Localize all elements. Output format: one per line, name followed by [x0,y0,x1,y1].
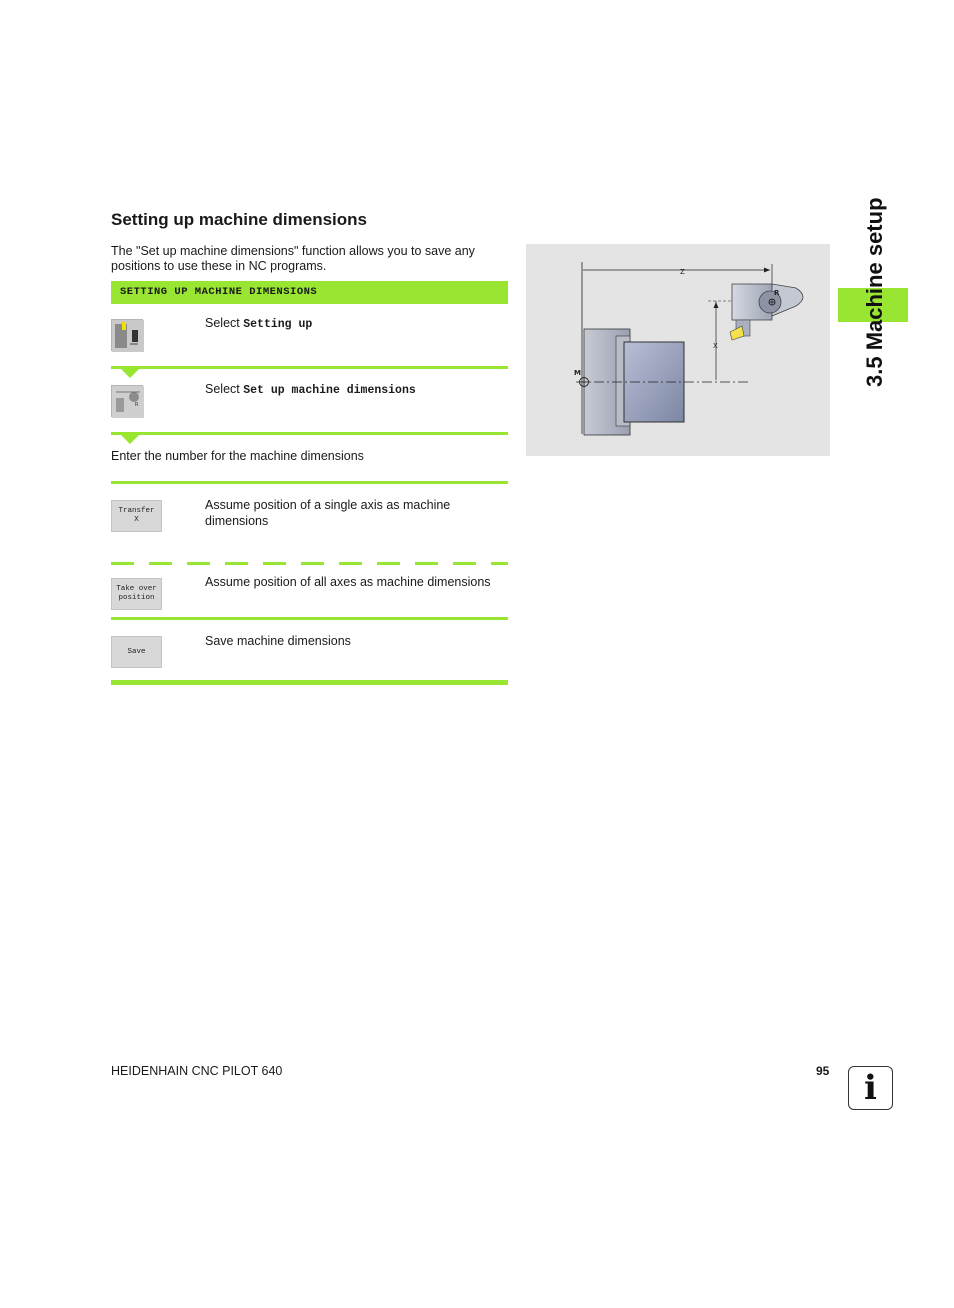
step-divider [111,481,508,484]
svg-text:R: R [135,402,139,408]
step-arrow [121,369,139,378]
alternative-divider [111,562,508,565]
save-softkey[interactable]: Save [111,636,162,668]
step-divider [111,366,508,369]
machine-dimensions-icon[interactable] [111,385,143,417]
section-heading: Setting up machine dimensions [111,210,367,229]
take-over-position-softkey[interactable]: Take over position [111,578,162,610]
step-transfer-axis: Assume position of a single axis as machine dimensions [205,498,451,528]
page-number: 95 [816,1064,830,1078]
step-divider [111,432,508,435]
label-r: R [774,289,780,297]
step-take-over-all: Assume position of all axes as machine dimensions [205,575,491,589]
setting-up-icon[interactable] [111,319,143,351]
step-select-setting-up: Select Setting up [205,316,313,331]
step-enter-number: Enter the number for the machine dimensions [111,449,364,463]
intro-paragraph: The "Set up machine dimensions" function allows you to save any positions to use these in NC programs. [111,244,475,273]
label-m: M [574,369,581,377]
step-arrow [121,435,139,444]
footer-product: HEIDENHAIN CNC PILOT 640 [111,1064,283,1078]
step-save: Save machine dimensions [205,634,351,648]
info-icon: i [848,1066,893,1110]
label-x: X [713,342,718,350]
step-select-machine-dimensions: Select Set up machine dimensions [205,382,416,397]
procedure-title-bar: SETTING UP MACHINE DIMENSIONS [111,281,508,304]
label-z: Z [680,268,685,276]
procedure-end-rule [111,680,508,685]
transfer-x-softkey[interactable]: Transfer X [111,500,162,532]
machine-dimensions-figure [526,244,830,456]
chapter-tab-label: 3.5 Machine setup [862,197,887,387]
step-divider [111,617,508,620]
